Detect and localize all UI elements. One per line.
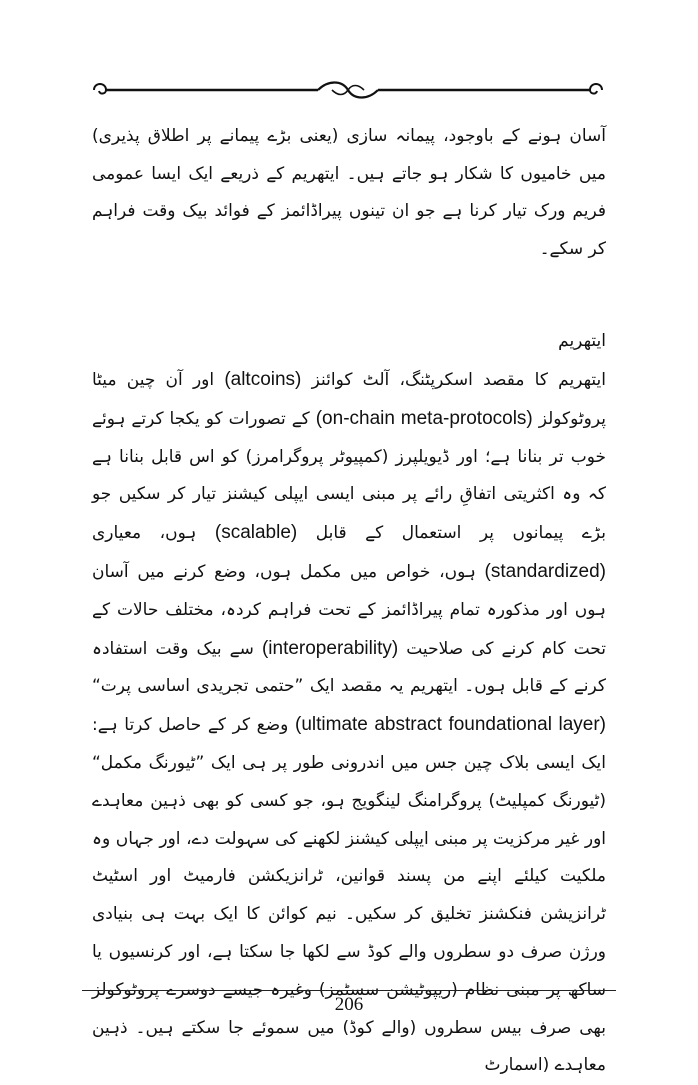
text-run: ایتھریم کا مقصد اسکرپٹنگ، آلٹ کوائنز (301, 369, 606, 390)
body-paragraph (92, 361, 606, 1085)
text-run: اور آن چین میٹا پروٹوکولز (92, 369, 606, 429)
intro-paragraph: آسان ہونے کے باوجود، پیمانہ سازی (یعنی بڑے پیمانے پر اطلاق پذیری) میں خامیوں کا شکار ہو جاتے ہیں۔ ایتھریم کے ذریعے ایک ایسا عمومی فریم ورک تیار کرنا ہے جو ان تینوں پیراڈائمز کے فوائد بیک وقت فراہم کر سکے۔ (92, 126, 606, 259)
term-interoperability: (interoperability) (261, 637, 399, 659)
term-scalable: (scalable) (214, 522, 298, 544)
text-run: ہوں، معیاری (92, 523, 215, 544)
text-run: سے بیک وقت استفادہ کرنے کے قابل ہوں۔ ایتھریم یہ مقصد ایک ”حتمی تجریدی اساسی پرت“ (92, 638, 606, 697)
page-body (92, 118, 606, 1085)
decorative-ornament (92, 78, 604, 102)
text-run: ہوں، خواص میں مکمل ہوں، وضع کرنے میں آسان ہوں اور مذکورہ تمام پیراڈائمز کے تحت فراہم کردہ، مختلف حالات کے تحت کام کرنے کی صلاحیت (92, 561, 606, 659)
text-run: وضع کر کے حاصل کرتا ہے: ایک ایسی بلاک چین جس میں اندرونی طور پر ہی ایک ”ٹیورنگ مکمل“ (ٹیورنگ کمپلیٹ) پروگرامنگ لینگویج ہو، جو کسی کو بھی ذہین معاہدے اور غیر مرکزیت پر مبنی ایپلی کیشنز لکھنے کی سہولت دے، اور جہاں وہ ملکیت کیلئے اپنے من پسند قوانین، ٹرانزیکشن فارمیٹ اور اسٹیٹ ٹرانزیشن فنکشنز تخلیق کر سکیں۔ نیم کوائن کا ایک بہت ہی بنیادی ورژن صرف دو سطروں والے کوڈ سے لکھا جا سکتا ہے، اور کرنسیوں یا ساکھ پر مبنی نظام (ریپوٹیشن سسٹمز) وغیرہ جیسے دوسرے پروٹوکولز بھی صرف بیس سطروں (والے کوڈ) میں سموئے جا سکتے ہیں۔ ذہین معاہدے (اسمارٹ (92, 715, 606, 1076)
section-heading: ایتھریم (558, 331, 606, 352)
term-standardized: (standardized) (484, 560, 606, 582)
section-gap (92, 268, 606, 323)
footer-rule (82, 990, 616, 991)
page-number: 206 (334, 994, 364, 1015)
term-meta-protocols: (on-chain meta-protocols) (315, 407, 533, 429)
term-foundational-layer: (ultimate abstract foundational layer) (295, 714, 606, 736)
term-altcoins: (altcoins) (224, 368, 302, 390)
text-run: کے تصورات کو یکجا کرتے ہوئے خوب تر بنانا ہے؛ اور ڈیویلپرز (کمپیوٹر پروگرامرز) کو اس قابل بنانا ہے کہ وہ اکثریتی اتفاقِ رائے پر مبنی ایسی ایپلی کیشنز تیار کر سکیں جو بڑے پیمانوں پر استعمال کے قابل (92, 408, 606, 544)
